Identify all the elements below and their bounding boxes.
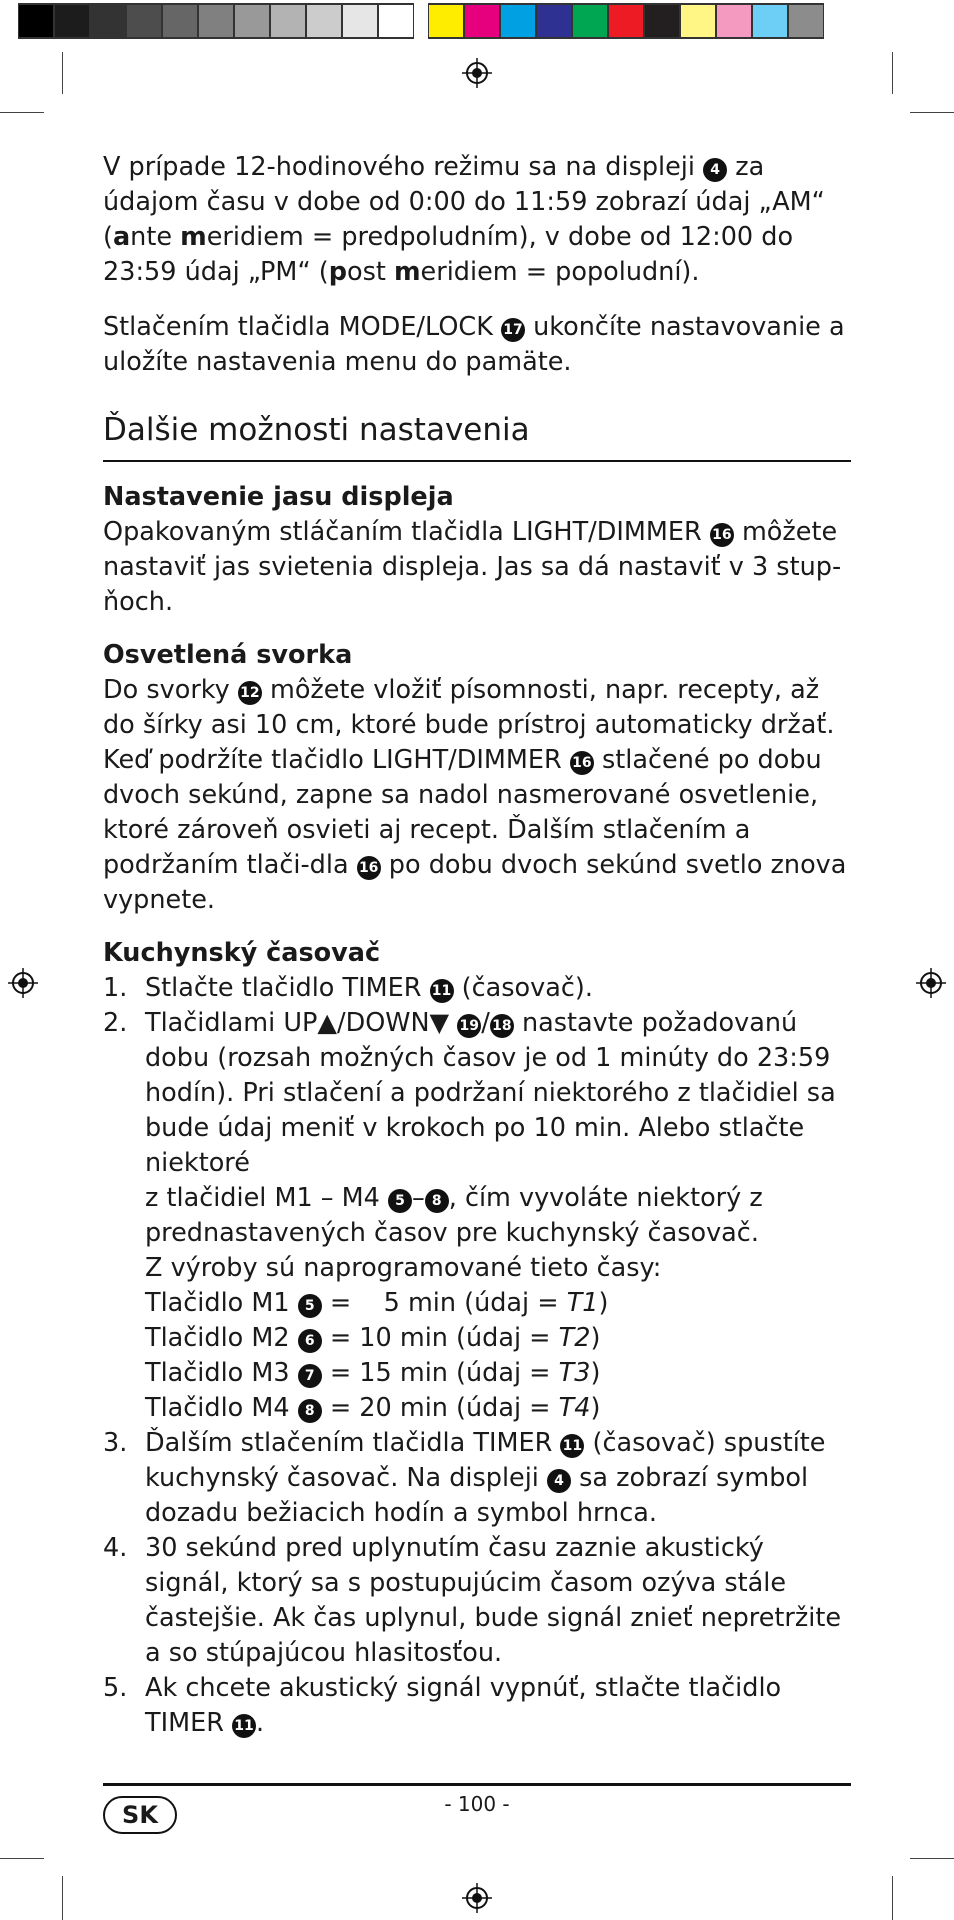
text: Stlačením tlačidla MODE/LOCK: [103, 312, 493, 342]
preset-m1: [145, 1286, 851, 1321]
text-bold: a: [112, 222, 131, 252]
text: Opakovaným stláčaním tlačidla LIGHT/DIMMER: [103, 517, 702, 547]
crop-mark: [0, 1858, 44, 1859]
list-number: 1.: [103, 973, 128, 1003]
swatch: [234, 3, 270, 39]
list-number: 3.: [103, 1428, 128, 1458]
text: ): [590, 1358, 601, 1388]
swatch: [572, 3, 608, 39]
line: Z výroby sú naprogramované tieto časy:: [145, 1253, 662, 1283]
display-code: T1: [566, 1288, 599, 1318]
swatch: [126, 3, 162, 39]
ref-badge: 11: [430, 979, 454, 1003]
text: z tlačidiel M1 – M4: [145, 1183, 380, 1213]
ref-badge: 12: [238, 681, 262, 705]
ref-badge: 18: [490, 1014, 514, 1038]
ref-badge: 8: [425, 1189, 449, 1213]
swatch: [788, 3, 824, 39]
list-item: [103, 1671, 851, 1741]
ref-badge: 11: [232, 1714, 256, 1738]
text: = 15 min (údaj =: [329, 1358, 551, 1388]
swatch: [752, 3, 788, 39]
swatch: [428, 3, 464, 39]
ref-badge: 4: [547, 1469, 571, 1493]
list-number: 5.: [103, 1673, 128, 1703]
swatch: [500, 3, 536, 39]
text: Tlačidlo M3: [145, 1358, 290, 1388]
list-number: 2.: [103, 1008, 128, 1038]
text-bold: m: [393, 257, 421, 287]
text: eridiem = popoludní).: [420, 257, 700, 287]
text: = 10 min (údaj =: [329, 1323, 551, 1353]
crop-mark: [910, 1858, 954, 1859]
text: V prípade 12-hodinového režimu sa na displeji: [103, 152, 695, 182]
swatch: [342, 3, 378, 39]
ref-badge: 16: [710, 523, 734, 547]
swatch: [680, 3, 716, 39]
text: môžete nastaviť jas svietenia displeja. Jas sa dá nastaviť v 3 stup-ňoch.: [103, 517, 842, 617]
text: Tlačidlo M2: [145, 1323, 290, 1353]
crop-mark: [892, 1876, 893, 1920]
crop-mark: [0, 112, 44, 113]
footer-divider: [103, 1783, 851, 1786]
text: 30 sekúnd pred uplynutím času zaznie akustický signál, ktorý sa s postupujúcim časom ozýva stále častejšie. Ak čas uplynul, bude signál znieť nepretržite a so stúpajúcou hlasitosťou.: [145, 1533, 842, 1668]
swatch: [306, 3, 342, 39]
swatch: [536, 3, 572, 39]
section-lighted-clip: [103, 638, 851, 918]
text: nastavte požadovanú dobu (rozsah možných časov je od 1 minúty do 23:59 hodín). Pri stlačení a podržaní niektorého z tlačidiel sa bude údaj meniť v krokoch po 10 min. Alebo stlačte niektoré: [145, 1008, 836, 1178]
swatch: [162, 3, 198, 39]
list-number: 4.: [103, 1533, 128, 1563]
paragraph: [103, 515, 851, 620]
ref-badge: 8: [298, 1399, 322, 1423]
text: Tlačidlami UP▲/DOWN▼: [145, 1008, 450, 1038]
text: .: [256, 1708, 265, 1738]
preset-m3: [145, 1356, 851, 1391]
list-item: [103, 971, 851, 1006]
text: –: [411, 1183, 425, 1213]
swatch: [378, 3, 414, 39]
text: ): [598, 1288, 609, 1318]
crop-mark: [62, 1876, 63, 1920]
swatch: [198, 3, 234, 39]
section-heading: Ďalšie možnosti nastavenia: [103, 410, 851, 462]
text: Tlačidlo M1: [145, 1288, 290, 1318]
text: Ak chcete akustický signál vypnúť, stlačte tlačidlo TIMER: [145, 1673, 782, 1738]
steps-list: [103, 971, 851, 1741]
registration-mark-icon: [8, 968, 38, 998]
registration-mark-icon: [916, 968, 946, 998]
ref-badge: 17: [501, 318, 525, 342]
swatch: [270, 3, 306, 39]
text: za údajom času v dobe od 0:00 do 11:59 zobrazí údaj „AM“ (: [103, 152, 825, 252]
text: po dobu dvoch sekúnd svetlo znova vypnete.: [103, 850, 847, 915]
text: /: [481, 1008, 490, 1038]
swatch: [54, 3, 90, 39]
text: Tlačidlo M4: [145, 1393, 290, 1423]
swatch: [18, 3, 54, 39]
crop-mark: [62, 52, 63, 94]
section-display-brightness: [103, 480, 851, 620]
list-item: [103, 1006, 851, 1426]
text: Do svorky: [103, 675, 230, 705]
list-item: [103, 1426, 851, 1531]
display-code: T3: [558, 1358, 591, 1388]
preset-m4: [145, 1391, 851, 1426]
text: sa zobrazí symbol dozadu bežiacich hodín a symbol hrnca.: [145, 1463, 809, 1528]
page-content: [103, 150, 851, 1759]
section-kitchen-timer: [103, 936, 851, 1741]
text: nte: [130, 222, 181, 252]
print-color-bar: [18, 0, 824, 44]
text: stlačené po dobu dvoch sekúnd, zapne sa nadol nasmerované osvetlenie, ktoré zároveň osvieti aj recept. Ďalším stlačením a podržaním tlači-dla: [103, 745, 822, 880]
registration-mark-icon: [462, 1883, 492, 1913]
subheading: Osvetlená svorka: [103, 640, 353, 670]
ref-badge: 4: [703, 158, 727, 182]
line: [145, 1181, 851, 1251]
text: , čím vyvoláte niektorý z prednastavených časov pre kuchynský časovač.: [145, 1183, 763, 1248]
text: ): [590, 1323, 601, 1353]
text: môžete vložiť písomnosti, napr. recepty, až do šírky asi 10 cm, ktoré bude prístroj automaticky držať. Keď podržíte tlačidlo LIGHT/DIMMER: [103, 675, 835, 775]
text: ukončíte nastavovanie a uložíte nastavenia menu do pamäte.: [103, 312, 845, 377]
swatch: [464, 3, 500, 39]
paragraph: [103, 673, 851, 918]
display-code: T2: [558, 1323, 591, 1353]
subheading: Kuchynský časovač: [103, 938, 381, 968]
ref-badge: 6: [298, 1329, 322, 1353]
ref-badge: 11: [560, 1434, 584, 1458]
text: = 5 min (údaj =: [329, 1288, 559, 1318]
text-bold: p: [328, 257, 347, 287]
language-badge: SK: [103, 1796, 177, 1834]
swatch: [608, 3, 644, 39]
crop-mark: [892, 52, 893, 94]
page-number: - 100 -: [444, 1792, 510, 1816]
text: ost: [346, 257, 394, 287]
swatch: [716, 3, 752, 39]
paragraph-mode-lock: [103, 310, 851, 380]
text: eridiem = predpoludním), v dobe od 12:00 do 23:59 údaj „PM“ (: [103, 222, 794, 287]
ref-badge: 16: [357, 856, 381, 880]
text: Stlačte tlačidlo TIMER: [145, 973, 422, 1003]
display-code: T4: [558, 1393, 591, 1423]
crop-mark: [910, 112, 954, 113]
preset-m2: [145, 1321, 851, 1356]
swatch: [644, 3, 680, 39]
list-item: [103, 1531, 851, 1671]
ref-badge: 19: [457, 1014, 481, 1038]
text-bold: m: [180, 222, 207, 252]
registration-mark-icon: [462, 58, 492, 88]
paragraph-12h-mode: [103, 150, 851, 290]
text: (časovač).: [461, 973, 593, 1003]
ref-badge: 16: [570, 751, 594, 775]
ref-badge: 5: [298, 1294, 322, 1318]
subheading: Nastavenie jasu displeja: [103, 482, 454, 512]
ref-badge: 5: [388, 1189, 412, 1213]
text: Ďalším stlačením tlačidla TIMER: [145, 1428, 553, 1458]
ref-badge: 7: [298, 1364, 322, 1388]
text: ): [590, 1393, 601, 1423]
text: = 20 min (údaj =: [329, 1393, 551, 1423]
text: (časovač) spustíte kuchynský časovač. Na displeji: [145, 1428, 826, 1493]
swatch: [90, 3, 126, 39]
